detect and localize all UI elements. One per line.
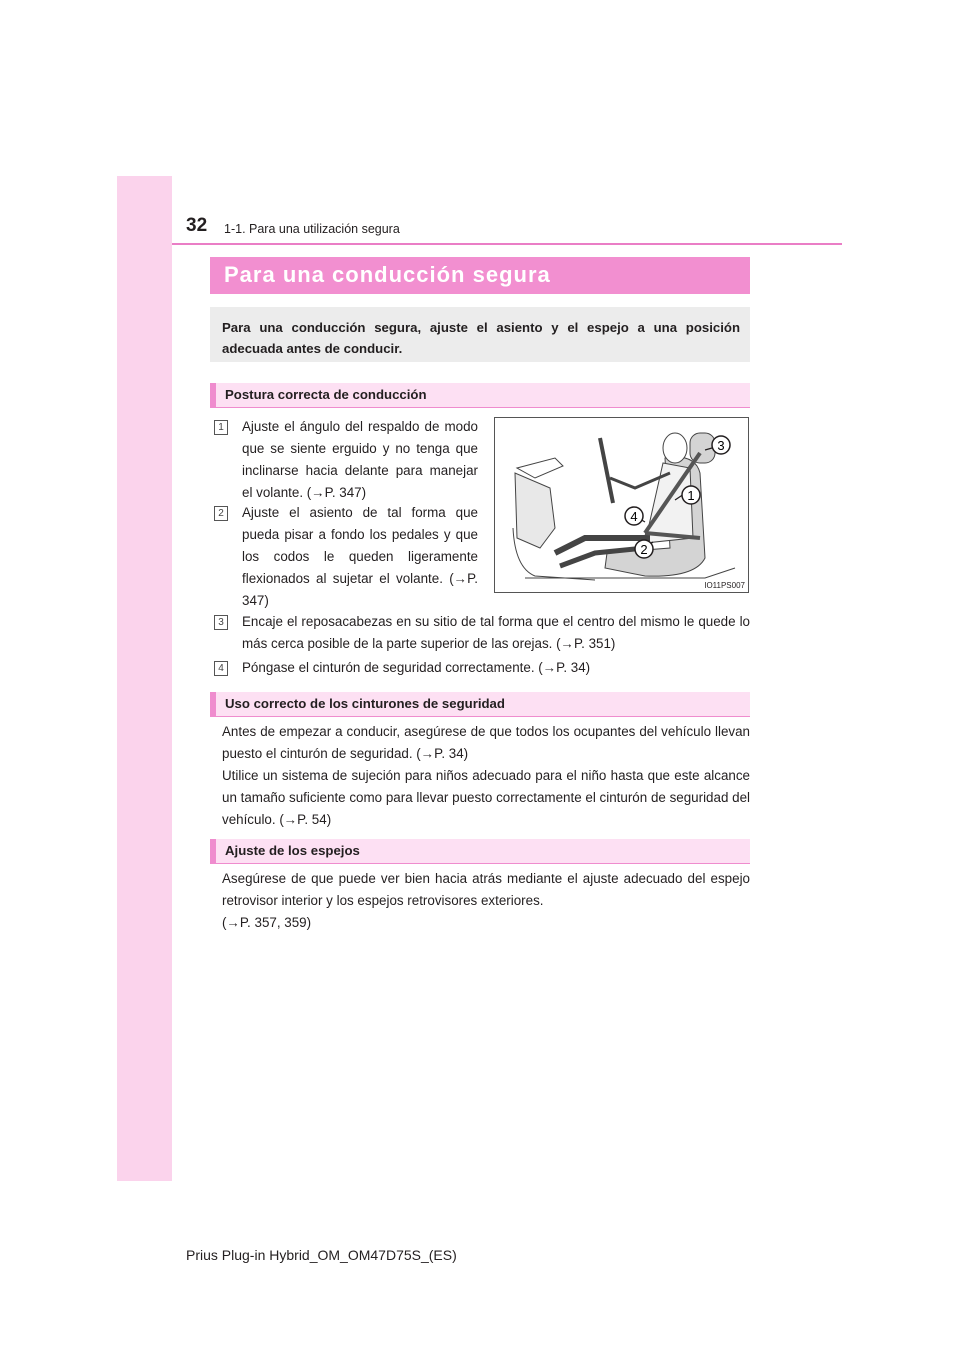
- header-rule: [172, 243, 842, 245]
- posture-item-4: Póngase el cinturón de seguridad correctamente. (→P. 34): [242, 660, 591, 675]
- posture-item-2: Ajuste el asiento de tal forma que pueda pisar a fondo los pedales y que los codos le queden ligeramente flexionados al sujetar el volante. (→P. 347): [242, 505, 478, 608]
- intro-box: [210, 307, 750, 362]
- driving-posture-illustration: [494, 417, 749, 593]
- page-footer: Prius Plug-in Hybrid_OM_OM47D75S_(ES): [186, 1247, 457, 1263]
- item-number-badge: 4: [214, 661, 228, 676]
- callout-layer: [495, 418, 748, 592]
- page-number: 32: [186, 215, 208, 236]
- intro-text: Para una conducción segura, ajuste el asiento y el espejo a una posición adecuada antes de conducir.: [222, 320, 740, 356]
- subheading-mirrors: [210, 839, 750, 864]
- item-number-badge: 1: [214, 420, 228, 435]
- subheading-seat-belts: [210, 692, 750, 717]
- svg-text:1: 1: [687, 488, 695, 503]
- svg-text:4: 4: [630, 509, 638, 524]
- mirrors-paragraph: Asegúrese de que puede ver bien hacia atrás mediante el ajuste adecuado del espejo retrovisor interior y los espejos retrovisores exteriores.: [222, 871, 750, 908]
- mirrors-reference: (→P. 357, 359): [222, 915, 312, 930]
- item-number-badge: 2: [214, 506, 228, 521]
- belts-paragraph-1: Antes de empezar a conducir, asegúrese de que todos los ocupantes del vehículo llevan puesto el cinturón de seguridad. (→P. 34): [222, 724, 750, 761]
- callout-2: [635, 540, 653, 558]
- subheading-seat-belts-label: Uso correcto de los cinturones de seguridad: [225, 696, 505, 711]
- posture-item-3: Encaje el reposacabezas en su sitio de tal forma que el centro del mismo le quede lo más cerca posible de la parte superior de las orejas. (→P. 351): [242, 614, 750, 651]
- callout-3: [712, 436, 730, 454]
- svg-text:3: 3: [717, 438, 725, 453]
- belts-paragraph-2: Utilice un sistema de sujeción para niños adecuado para el niño hasta que este alcance un tamaño suficiente como para llevar puesto correctamente el cinturón de seguridad del vehículo. (→P. 54): [222, 768, 750, 827]
- side-tab-bar: [117, 176, 172, 1181]
- callout-1: [682, 486, 700, 504]
- figure-code: IO11PS007: [704, 581, 745, 590]
- section-reference: 1-1. Para una utilización segura: [224, 222, 400, 236]
- subheading-posture-label: Postura correcta de conducción: [225, 387, 427, 402]
- subheading-posture: [210, 383, 750, 408]
- page-title: Para una conducción segura: [224, 262, 551, 287]
- subheading-mirrors-label: Ajuste de los espejos: [225, 843, 360, 858]
- posture-item-1: Ajuste el ángulo del respaldo de modo que se siente erguido y no tenga que inclinarse hacia delante para manejar el volante. (→P. 347): [242, 419, 478, 500]
- callout-4: [625, 507, 643, 525]
- svg-text:2: 2: [640, 542, 648, 557]
- item-number-badge: 3: [214, 615, 228, 630]
- page-title-bar: [210, 257, 750, 294]
